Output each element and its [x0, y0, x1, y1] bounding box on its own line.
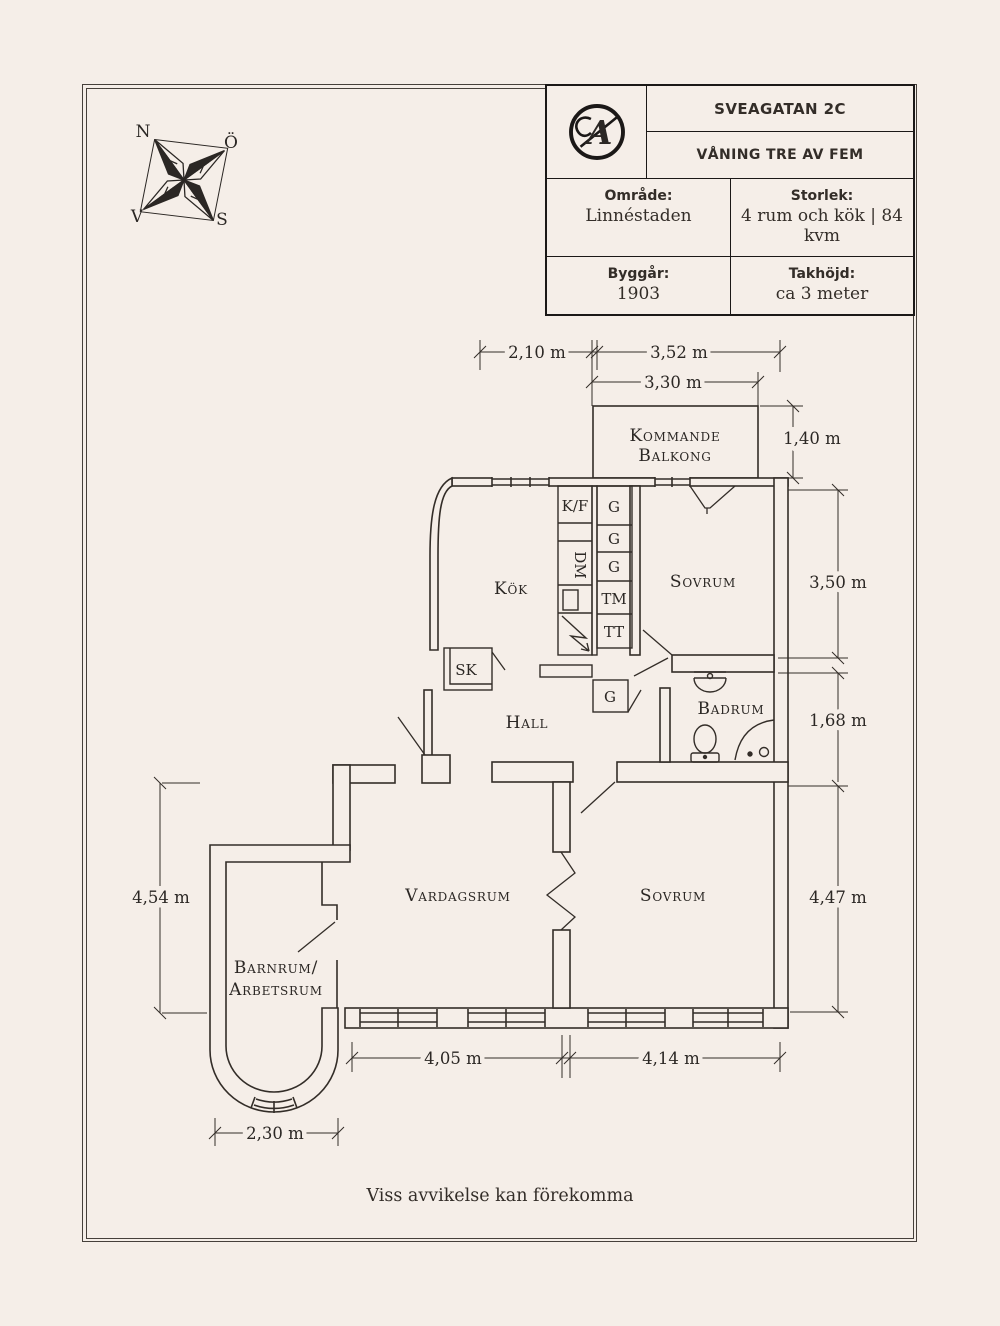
label-kok: Kök — [494, 579, 528, 599]
kitchen-window — [492, 477, 549, 487]
room-labels — [228, 426, 764, 1000]
logo-cell — [547, 86, 647, 178]
dim-4-14: 4,14 m — [642, 1049, 700, 1068]
field-omrade — [547, 179, 730, 256]
bedroom2-door — [581, 782, 615, 813]
dim-3-50: 3,50 m — [809, 573, 867, 592]
bathroom-sink — [694, 672, 726, 692]
dim-4-05: 4,05 m — [424, 1049, 482, 1068]
compass-rose — [111, 108, 257, 252]
label-kf: K/F — [561, 497, 589, 515]
label-balcony-line2: Balkong — [638, 446, 712, 466]
dim-3-52: 3,52 m — [650, 343, 708, 362]
toilet — [691, 725, 719, 762]
label-badrum: Badrum — [697, 699, 765, 719]
field-storlek-value: 4 rum och kök | 84 kvm — [741, 206, 903, 246]
compass-letter-w: V — [130, 207, 144, 227]
field-takhojd-label: Takhöjd: — [788, 266, 856, 282]
svg-text:A: A — [586, 113, 612, 153]
disclaimer-text: Viss avvikelse kan förekomma — [366, 1186, 634, 1206]
label-balcony-line1: Kommande — [629, 426, 721, 446]
label-sovrum-2: Sovrum — [639, 886, 707, 906]
label-hall: Hall — [505, 713, 549, 733]
agency-logo-icon — [558, 93, 636, 171]
floor-plan — [132, 340, 867, 1146]
info-fields — [547, 178, 913, 314]
balcony-door — [690, 486, 735, 514]
label-barnrum-line2: Arbetsrum — [229, 980, 323, 1000]
fixture-labels — [455, 497, 626, 706]
sk-closet-door — [492, 652, 505, 670]
dim-4-54: 4,54 m — [132, 888, 190, 907]
field-takhojd-value: ca 3 meter — [775, 284, 869, 304]
compass-letter-e: Ö — [224, 133, 238, 153]
label-g-1: G — [608, 498, 620, 516]
double-door-livingroom-bedroom — [547, 852, 575, 930]
label-g-3: G — [608, 558, 620, 576]
floor-subtitle: VÅNING TRE AV FEM — [696, 147, 864, 163]
field-storlek — [730, 179, 913, 256]
livingroom-door — [398, 717, 425, 755]
dim-4-47: 4,47 m — [809, 888, 867, 907]
address-title: SVEAGATAN 2C — [647, 86, 913, 132]
label-dm: DM — [571, 551, 589, 579]
field-takhojd — [730, 256, 913, 314]
label-tm: TM — [601, 590, 627, 608]
label-g-4: G — [604, 688, 616, 706]
field-omrade-label: Område: — [604, 188, 673, 204]
label-tt: TT — [603, 623, 625, 641]
field-byggar-value: 1903 — [616, 284, 661, 304]
dim-1-40: 1,40 m — [783, 429, 841, 448]
dim-3-30: 3,30 m — [644, 373, 702, 392]
label-g-2: G — [608, 530, 620, 548]
field-byggar-label: Byggår: — [607, 266, 670, 282]
label-vardagsrum: Vardagsrum — [405, 886, 511, 906]
label-barnrum-line1: Barnrum/ — [233, 958, 319, 978]
field-storlek-label: Storlek: — [790, 188, 854, 204]
bedroom1-door — [643, 630, 672, 655]
dim-2-10: 2,10 m — [508, 343, 566, 362]
hall-closet-door — [628, 690, 641, 712]
bathroom-door — [634, 658, 668, 676]
label-sk: SK — [455, 661, 477, 679]
compass-letter-s: S — [216, 210, 228, 230]
label-sovrum-1: Sovrum — [669, 572, 737, 592]
field-byggar — [547, 256, 730, 314]
dim-1-68: 1,68 m — [809, 711, 867, 730]
bedroom1-window — [655, 477, 690, 487]
field-omrade-value: Linnéstaden — [585, 206, 692, 226]
dim-2-30: 2,30 m — [246, 1124, 304, 1143]
shower — [735, 720, 774, 760]
barnrum-door — [298, 922, 335, 952]
sink — [563, 590, 578, 610]
stove — [562, 616, 589, 651]
compass-letter-n: N — [135, 122, 151, 142]
info-box — [545, 84, 915, 316]
